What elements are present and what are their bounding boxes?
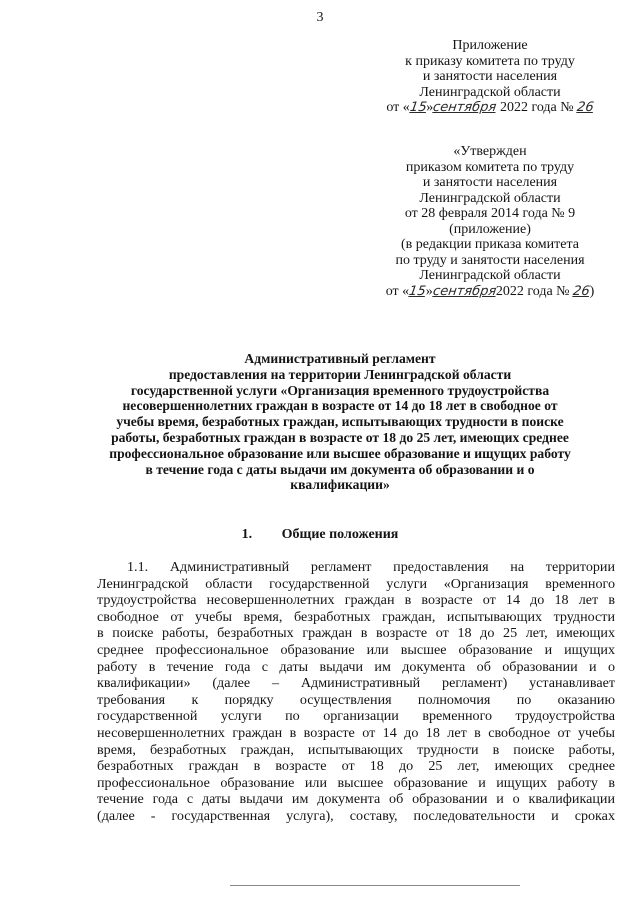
body-line: (далее - государственная услуга), составу, последовательности и сроках: [97, 807, 615, 824]
body-line: трудоустройства несовершеннолетних граждан в возрасте от 14 до 18 лет в: [97, 592, 615, 609]
title-line: профессиональное образование или высшее образование и ищущих работу: [109, 445, 571, 461]
title-line: предоставления на территории Ленинградской области: [168, 366, 512, 382]
handwritten-day: 15: [408, 283, 427, 299]
section-heading: [0, 527, 640, 543]
handwritten-order-number: 26: [576, 100, 595, 115]
body-line: в поиске работы, безработных граждан в возрасте от 18 до 25 лет, имеющих: [97, 625, 615, 642]
body-line: среднее профессиональное образование или высшее образование и ищущих: [97, 641, 615, 658]
closing-paren: ): [589, 283, 595, 299]
approval-line: (приложение): [449, 221, 531, 237]
handwritten-month: сентября: [432, 100, 498, 115]
date-prefix: от «: [385, 283, 410, 299]
approval-line: и занятости населения: [422, 175, 558, 190]
body-line: государственной услуги по организации временного трудоустройства: [97, 708, 615, 725]
approval-line: от 28 февраля 2014 года № 9: [404, 206, 576, 221]
body-line: работу в течение года с даты выдачи им документа об образовании и о: [97, 658, 615, 675]
date-mid: »: [426, 100, 434, 115]
body-line: профессиональное образование или высшее образование и ищущих работу в: [97, 774, 615, 791]
title-line: работы, безработных граждан в возрасте от 18 до 25 лет, имеющих среднее: [111, 429, 569, 445]
approval-line: «Утвержден: [453, 144, 527, 159]
appendix-line: Ленинградской области: [419, 84, 561, 100]
approval-line: по труду и занятости населения: [395, 252, 585, 268]
title-line: квалификации»: [290, 477, 390, 493]
appendix-date-line: [360, 100, 620, 116]
body-line: требования к порядку осуществления полномочия по оказанию: [97, 691, 615, 708]
appendix-line: к приказу комитета по труду: [405, 53, 575, 69]
handwritten-day: 15: [408, 100, 428, 115]
approval-header: [360, 144, 620, 299]
body-paragraph: [97, 559, 615, 825]
title-line: Административный регламент: [244, 351, 436, 366]
page-number: 3: [316, 10, 324, 25]
date-mid: »: [425, 283, 433, 299]
body-line: течение года с даты выдачи им документа об образовании и о квалификации: [97, 791, 615, 808]
handwritten-month: сентября: [431, 283, 497, 299]
approval-line: Ленинградской области: [419, 190, 561, 206]
body-line: время, безработных граждан, испытывающих трудности в поиске работы,: [97, 741, 615, 758]
body-line: квалификации» (далее – Административный регламент) устанавливает: [97, 675, 615, 692]
section-title: Общие положения: [281, 527, 399, 542]
title-line: в течение года с даты выдачи им документа об образовании и о: [145, 461, 535, 477]
section-number: 1.: [241, 527, 253, 542]
title-line: несовершеннолетних граждан в возрасте от 14 до 18 лет в свободное от: [122, 398, 558, 414]
appendix-header: [360, 38, 620, 116]
body-line: Ленинградской области государственной услуги «Организация временного: [97, 575, 615, 592]
approval-line: (в редакции приказа комитета: [401, 237, 579, 252]
date-prefix: от «: [386, 100, 410, 115]
footer-divider: [230, 885, 520, 886]
date-suffix: 2022 года №: [496, 100, 578, 115]
body-line: свободное от учебы время, безработных граждан, испытывающих трудности: [97, 608, 615, 625]
body-line: несовершеннолетних граждан в возрасте от 14 до 18 лет в свободное от учебы: [97, 724, 615, 741]
approval-date-line: [360, 284, 620, 300]
document-title: [80, 351, 600, 493]
date-suffix: 2022 года №: [495, 283, 574, 299]
title-line: государственной услуги «Организация временного трудоустройства: [130, 382, 550, 398]
body-line: безработных граждан в возрасте от 18 до 25 лет, имеющих среднее: [97, 758, 615, 775]
title-line: учебы время, безработных граждан, испытывающих трудности в поиске: [116, 414, 564, 430]
appendix-line: Приложение: [452, 38, 528, 53]
body-line: 1.1. Административный регламент предоставления на территории: [127, 559, 615, 575]
approval-line: приказом комитета по труду: [405, 159, 575, 175]
appendix-line: и занятости населения: [422, 69, 558, 84]
approval-line: Ленинградской области: [419, 268, 561, 283]
handwritten-order-number: 26: [572, 283, 591, 299]
